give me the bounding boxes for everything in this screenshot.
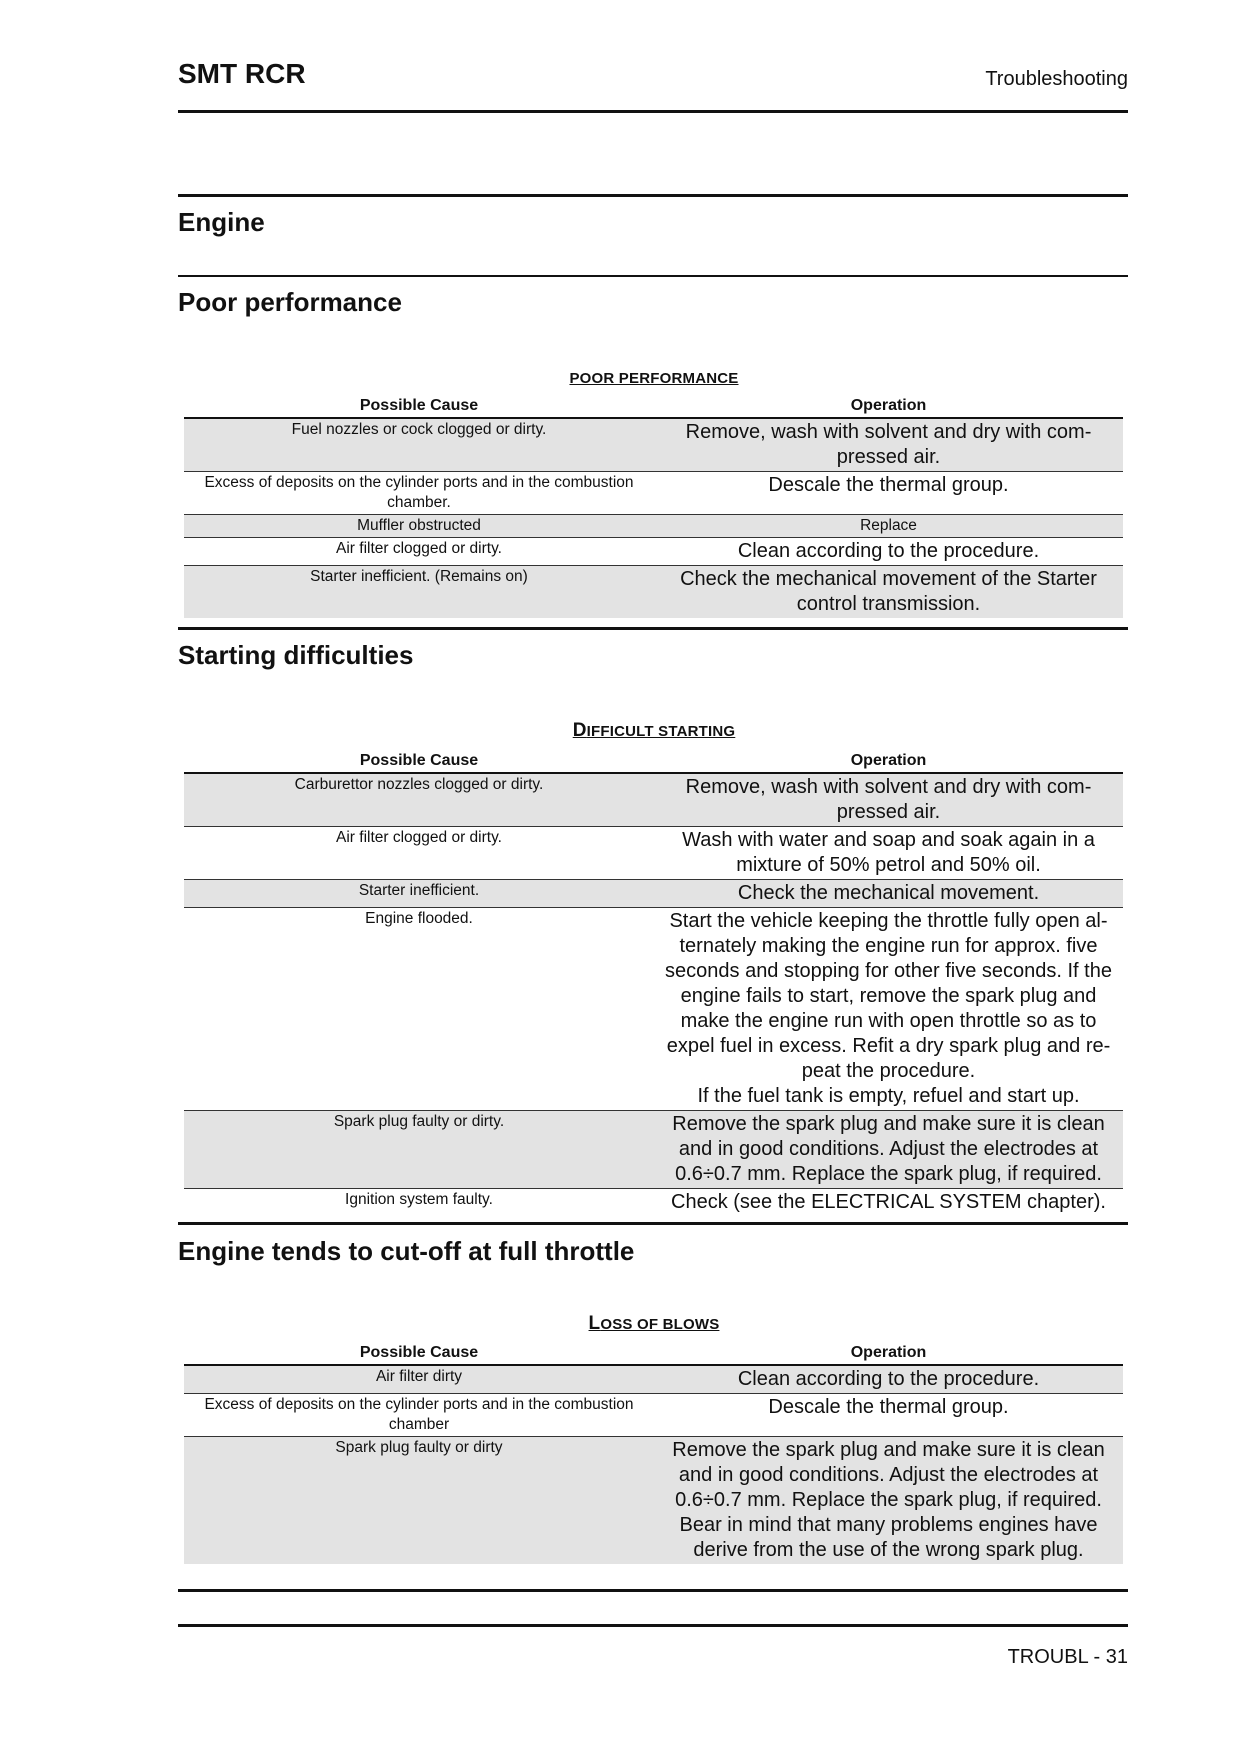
operation-cell: Clean according to the procedure.: [654, 1365, 1123, 1394]
cause-cell: Excess of deposits on the cylinder ports and in the combustion chamber.: [184, 472, 654, 515]
table-row: [184, 1437, 1123, 1565]
cause-cell: Engine flooded.: [184, 908, 654, 1111]
column-header-cause: Possible Cause: [184, 750, 654, 773]
operation-cell: Remove, wash with solvent and dry with com- pressed air.: [654, 773, 1123, 827]
column-header-cause: Possible Cause: [184, 1342, 654, 1365]
column-header-operation: Operation: [654, 1342, 1123, 1365]
operation-text: Start the vehicle keeping the throttle fully open al- ternately making the engine run for approx. five seconds and stopping for other five seconds. If the engine fails to start, remove the spark plug and make the engine run with open throttle so as to expel fuel in excess. Refit a dry spark plug and re- peat the procedure.: [665, 910, 1112, 1082]
table-row: [184, 827, 1123, 880]
section-title-cut-off: Engine tends to cut-off at full throttle: [178, 1236, 635, 1266]
table-row: [184, 908, 1123, 1111]
table-row: [184, 880, 1123, 908]
cause-cell: Starter inefficient. (Remains on): [184, 566, 654, 619]
section-title-starting-difficulties: Starting difficulties: [178, 640, 414, 670]
table-row: [184, 566, 1123, 619]
operation-cell: Remove the spark plug and make sure it is clean and in good conditions. Adjust the electrodes at 0.6÷0.7 mm. Replace the spark plug, if required.: [654, 1111, 1123, 1189]
caption-text: POOR PERFORMANCE: [569, 370, 739, 387]
cause-cell: Spark plug faulty or dirty: [184, 1437, 654, 1565]
section-title-poor-performance: Poor performance: [178, 287, 402, 317]
table-caption-loss-of-blows: [184, 1313, 1124, 1335]
header-rule: [178, 110, 1128, 113]
page-number: TROUBL - 31: [1007, 1646, 1128, 1668]
cause-cell: Ignition system faulty.: [345, 1191, 493, 1208]
section-rule: [178, 627, 1128, 630]
table-loss-of-blows: [184, 1342, 1123, 1564]
caption-initial: D: [572, 720, 587, 741]
operation-cell: Replace: [654, 515, 1123, 538]
operation-cell: Check (see the ELECTRICAL SYSTEM chapter).: [671, 1191, 1106, 1213]
manual-page: [178, 0, 1128, 1754]
column-header-cause: Possible Cause: [184, 395, 654, 418]
table-header-row: [184, 395, 1123, 418]
cause-cell: Excess of deposits on the cylinder ports and in the combustion chamber: [184, 1394, 654, 1437]
table-header-row: [184, 750, 1123, 773]
table-row: [184, 773, 1123, 827]
table-row: [184, 538, 1123, 566]
table-difficult-starting: [184, 750, 1123, 1216]
cause-cell: Air filter dirty: [184, 1365, 654, 1394]
cause-cell: Muffler obstructed: [184, 515, 654, 538]
column-header-operation: Operation: [654, 750, 1123, 773]
chapter-name: Troubleshooting: [985, 68, 1128, 90]
table-row: [184, 515, 1123, 538]
operation-cell: Remove, wash with solvent and dry with com- pressed air.: [654, 418, 1123, 472]
operation-cell: Check the mechanical movement of the Starter control transmission.: [654, 566, 1123, 619]
cause-cell: Carburettor nozzles clogged or dirty.: [184, 773, 654, 827]
caption-text: IFFICULT STARTING: [586, 723, 736, 740]
operation-cell: Descale the thermal group.: [654, 1394, 1123, 1437]
section-rule: [178, 1222, 1128, 1225]
cause-cell: Spark plug faulty or dirty.: [184, 1111, 654, 1189]
operation-note: If the fuel tank is empty, refuel and start up.: [697, 1085, 1080, 1107]
table-row: [184, 1394, 1123, 1437]
table-row: [184, 418, 1123, 472]
cause-cell: Air filter clogged or dirty.: [184, 827, 654, 880]
table-row: [184, 1365, 1123, 1394]
section-title-engine: Engine: [178, 207, 265, 237]
section-rule: [178, 275, 1128, 277]
table-row: [184, 1189, 1123, 1217]
table-caption-poor-performance: [184, 370, 1124, 387]
footer-rule-upper: [178, 1589, 1128, 1592]
table-header-row: [184, 1342, 1123, 1365]
table-row: [184, 472, 1123, 515]
operation-cell: Descale the thermal group.: [654, 472, 1123, 515]
section-rule: [178, 194, 1128, 197]
caption-initial: L: [588, 1313, 601, 1334]
cause-cell: Starter inefficient.: [184, 880, 654, 908]
operation-cell: Check the mechanical movement.: [654, 880, 1123, 908]
table-row: [184, 1111, 1123, 1189]
table-caption-difficult-starting: [184, 720, 1124, 742]
caption-text: OSS OF BLOWS: [600, 1316, 720, 1333]
page-header: [178, 56, 1128, 92]
operation-cell: Wash with water and soap and soak again in a mixture of 50% petrol and 50% oil.: [654, 827, 1123, 880]
manual-title: SMT RCR: [178, 58, 306, 89]
cause-cell: Fuel nozzles or cock clogged or dirty.: [184, 418, 654, 472]
cause-cell: Air filter clogged or dirty.: [184, 538, 654, 566]
operation-cell: [654, 908, 1123, 1111]
operation-cell: Clean according to the procedure.: [654, 538, 1123, 566]
footer-rule-lower: [178, 1624, 1128, 1627]
table-poor-performance: [184, 395, 1123, 618]
operation-cell: Remove the spark plug and make sure it is clean and in good conditions. Adjust the electrodes at 0.6÷0.7 mm. Replace the spark plug, if required. Bear in mind that many problems engines have derive from the use of the wrong spark plug.: [654, 1437, 1123, 1565]
column-header-operation: Operation: [654, 395, 1123, 418]
